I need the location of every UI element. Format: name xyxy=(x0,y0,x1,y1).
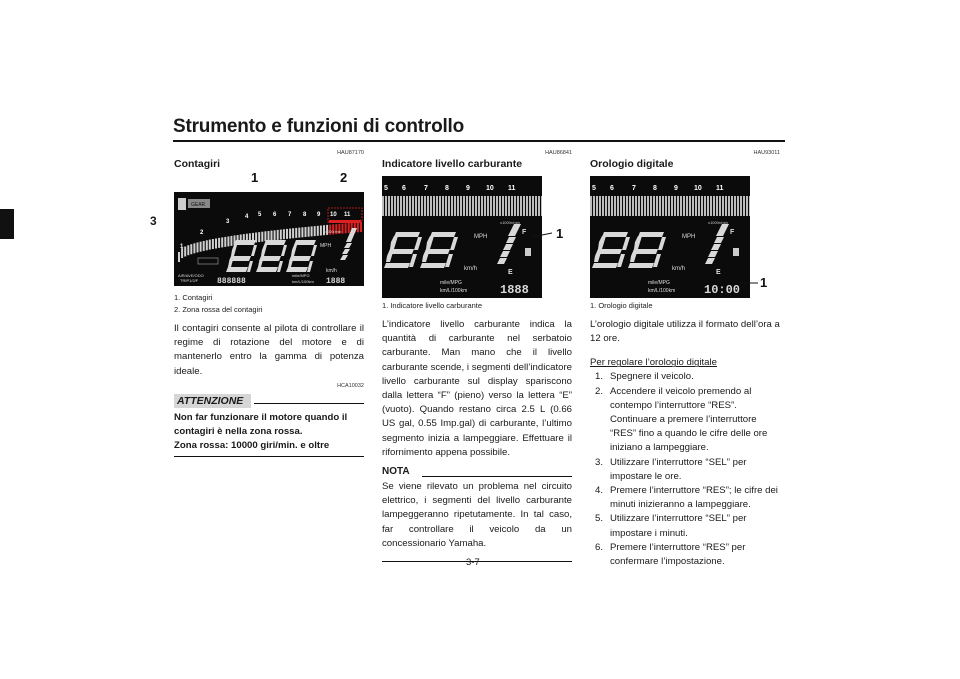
lcd-segment xyxy=(475,196,477,216)
rpm-segment xyxy=(197,242,199,252)
fuel-pump-icon xyxy=(733,248,739,256)
page-number: 3-7 xyxy=(466,557,480,568)
lcd-segment xyxy=(526,196,528,216)
note-text: Se viene rilevato un problema nel circuito elettrico, i segmenti del livello carburante lampeggeranno ripetutamente. In tal caso, far controllare il veicolo da un concessionario Yamaha. xyxy=(382,481,572,549)
fuel-digits: 1888 xyxy=(326,277,346,286)
chapter-number: 3 xyxy=(150,214,157,228)
lcd-segment xyxy=(641,196,643,216)
step-number: 4. xyxy=(595,485,604,497)
lcd-segment xyxy=(511,196,513,216)
lcd-segment xyxy=(397,196,399,216)
lcd-segment xyxy=(644,196,646,216)
rpm-bar-segments xyxy=(382,196,542,216)
step-number: 6. xyxy=(595,541,604,553)
chapter-tab-marker xyxy=(0,209,14,239)
lcd-segment xyxy=(713,196,715,216)
lcd-segment xyxy=(602,196,604,216)
lcd-segment xyxy=(448,196,450,216)
rpm-segment xyxy=(264,231,266,241)
clock-display-image xyxy=(590,176,750,298)
lcd-segment xyxy=(671,196,673,216)
section-title: Orologio digitale xyxy=(590,158,674,170)
lcd-segment xyxy=(514,196,516,216)
lcd-segment xyxy=(415,196,417,216)
caution-box xyxy=(174,383,364,457)
caption-line: 1. Indicatore livello carburante xyxy=(382,301,483,310)
redzone-bar xyxy=(329,220,361,223)
scale-label: 7 xyxy=(288,212,292,218)
lcd-segment xyxy=(650,196,652,216)
lcd-segment xyxy=(665,196,667,216)
fuel-empty-label: E xyxy=(508,269,513,276)
rpm-segment xyxy=(178,252,180,262)
lcd-segment xyxy=(505,196,507,216)
step-number: 2. xyxy=(595,385,604,397)
lcd-segment xyxy=(722,196,724,216)
scale-label: 9 xyxy=(674,185,678,192)
scale-label: 3 xyxy=(226,219,230,225)
lcd-segment xyxy=(478,196,480,216)
rpm-segment xyxy=(230,236,232,246)
tachometer-description: Il contagiri consente al pilota di controllare il regime di rotazione del motore e di mantenerlo entro la gamma di potenza ideale. xyxy=(174,323,364,377)
page-title: Strumento e funzioni di controllo xyxy=(173,116,465,137)
rpm-segment xyxy=(212,239,214,249)
lcd-segment xyxy=(674,196,676,216)
fuel-empty-label: E xyxy=(716,269,721,276)
section-tachometer xyxy=(174,150,364,457)
rpm-segment xyxy=(274,230,276,240)
lcd-segment xyxy=(520,196,522,216)
kmh-label: km/h xyxy=(672,266,686,272)
rpm-segment xyxy=(320,226,322,236)
lcd-segment xyxy=(659,196,661,216)
lcd-segment xyxy=(617,196,619,216)
list-item xyxy=(590,385,780,456)
lcd-segment xyxy=(421,196,423,216)
caution-label: ATTENZIONE xyxy=(174,394,251,408)
lcd-segment xyxy=(698,196,700,216)
fuel-display-svg xyxy=(382,176,542,298)
rpm-segment xyxy=(261,232,263,242)
lcd-segment xyxy=(532,196,534,216)
scale-label: 6 xyxy=(402,185,406,192)
scale-label: 2 xyxy=(200,230,204,236)
step-text: Utilizzare l’interruttore “SEL” per impostare i minuti. xyxy=(610,513,747,539)
lcd-segment xyxy=(614,196,616,216)
scale-label: 7 xyxy=(424,185,428,192)
lcd-segment xyxy=(469,196,471,216)
step-text: Spegnere il veicolo. xyxy=(610,371,694,383)
mph-label: MPH xyxy=(320,243,332,249)
clock-description: L’orologio digitale utilizza il formato dell’ora a 12 ore. xyxy=(590,319,780,345)
step-text: Premere l’interruttore “RES”; le cifre dei minuti inizieranno a lampeggiare. xyxy=(610,485,778,511)
scale-label: 8 xyxy=(653,185,657,192)
section-title: Indicatore livello carburante xyxy=(382,158,523,170)
lcd-segment xyxy=(689,196,691,216)
note-header xyxy=(382,466,572,480)
lcd-segment xyxy=(385,196,387,216)
step-number: 3. xyxy=(595,456,604,468)
lcd-segment xyxy=(391,196,393,216)
lcd-segment xyxy=(716,196,718,216)
lcd-segment xyxy=(749,196,750,216)
rpm-segment xyxy=(301,227,303,237)
lcd-segment xyxy=(656,196,658,216)
clock-figure xyxy=(590,174,780,302)
lcd-segment xyxy=(457,196,459,216)
lcd-segment xyxy=(743,196,745,216)
lcd-segment xyxy=(662,196,664,216)
scale-label: 6 xyxy=(610,185,614,192)
note-rule xyxy=(422,476,572,477)
mph-label: MPH xyxy=(682,234,696,240)
section-code: HAU86841 xyxy=(545,150,572,156)
lcd-segment xyxy=(472,196,474,216)
lcd-segment xyxy=(596,196,598,216)
rpm-segment xyxy=(348,223,350,233)
lcd-segment xyxy=(593,196,595,216)
scale-label: 11 xyxy=(716,185,724,192)
step-number: 5. xyxy=(595,513,604,525)
airave-label: AIR/AVE/ODO xyxy=(178,273,204,278)
tachometer-figure xyxy=(174,170,364,286)
caution-end-rule xyxy=(174,456,364,457)
kmh-label: km/h xyxy=(464,266,478,272)
section-digital-clock xyxy=(590,150,780,569)
rpm-segment xyxy=(298,228,300,238)
rpm-unit: x1000r/min xyxy=(708,220,728,225)
rpm-segment xyxy=(224,237,226,247)
caution-code: HCA10032 xyxy=(337,382,364,389)
scale-label: 5 xyxy=(592,185,596,192)
list-item xyxy=(590,370,780,384)
lcd-segment xyxy=(508,196,510,216)
lcd-segment xyxy=(406,196,408,216)
rpm-segment xyxy=(215,239,217,249)
lcd-segment xyxy=(484,196,486,216)
scale-label: 8 xyxy=(445,185,449,192)
caption-line: 1. Orologio digitale xyxy=(590,301,653,310)
mile-label: mile/MPG xyxy=(292,273,310,278)
scale-label: 11 xyxy=(508,185,516,192)
lcd-segment xyxy=(608,196,610,216)
rpm-segment xyxy=(193,243,195,253)
lcd-segment xyxy=(626,196,628,216)
lcd-segment xyxy=(388,196,390,216)
callout-leader-line xyxy=(532,229,554,241)
fuel-full-label: F xyxy=(730,229,735,236)
rpm-segment xyxy=(221,237,223,247)
lcd-segment xyxy=(683,196,685,216)
speed-digits xyxy=(226,240,317,272)
rpm-segment xyxy=(317,226,319,236)
step-number: 1. xyxy=(595,371,604,383)
lcd-segment xyxy=(430,196,432,216)
rpm-segment xyxy=(200,242,202,252)
lcd-segment xyxy=(695,196,697,216)
list-item xyxy=(590,512,780,540)
rpm-segment xyxy=(308,227,310,237)
lcd-segment xyxy=(523,196,525,216)
mph-label: MPH xyxy=(474,234,488,240)
callout-leader-line xyxy=(738,278,760,288)
note-label: NOTA xyxy=(382,466,410,478)
lcd-segment xyxy=(710,196,712,216)
rpm-segment xyxy=(311,226,313,236)
lcd-segment xyxy=(538,196,540,216)
lcd-segment xyxy=(400,196,402,216)
mile-label: mile/MPG xyxy=(440,280,462,286)
kml-label: km/L/100km xyxy=(292,279,314,284)
lcd-segment xyxy=(409,196,411,216)
caution-line-1: Non far funzionare il motore quando il contagiri è nella zona rossa. xyxy=(174,411,348,437)
callout-2: 2 xyxy=(340,170,348,185)
lcd-segment xyxy=(707,196,709,216)
lcd-segment xyxy=(701,196,703,216)
rpm-segment xyxy=(187,245,189,255)
lcd-segment xyxy=(611,196,613,216)
lcd-segment xyxy=(427,196,429,216)
lcd-segment xyxy=(638,196,640,216)
lcd-segment xyxy=(535,196,537,216)
tachometer-display-svg xyxy=(174,192,364,286)
lcd-segment xyxy=(442,196,444,216)
caution-text xyxy=(174,411,364,453)
rpm-segment xyxy=(292,228,294,238)
scale-label: 1 xyxy=(180,244,184,250)
scale-label: 5 xyxy=(384,185,388,192)
rpm-segment xyxy=(218,238,220,248)
list-item xyxy=(590,456,780,484)
header-rule xyxy=(173,140,785,142)
lcd-segment xyxy=(737,196,739,216)
rpm-segment xyxy=(283,229,285,239)
lcd-segment xyxy=(635,196,637,216)
lcd-segment xyxy=(499,196,501,216)
lcd-segment xyxy=(451,196,453,216)
fuel-gauge-figure xyxy=(382,174,572,302)
lcd-segment xyxy=(668,196,670,216)
lcd-segment xyxy=(487,196,489,216)
lcd-segment xyxy=(517,196,519,216)
rpm-segment xyxy=(206,240,208,250)
section-fuel-gauge xyxy=(382,150,572,562)
rpm-segment xyxy=(289,229,291,239)
rpm-segment xyxy=(227,236,229,246)
clock-procedure-heading: Per regolare l’orologio digitale xyxy=(590,357,717,369)
lcd-segment xyxy=(728,196,730,216)
mile-label: mile/MPG xyxy=(648,280,670,286)
step-text: Premere l’interruttore “RES” per confermare l’impostazione. xyxy=(610,541,746,568)
scale-label: 9 xyxy=(317,212,321,218)
lcd-segment xyxy=(677,196,679,216)
lcd-segment xyxy=(460,196,462,216)
clock-display-svg xyxy=(590,176,750,298)
scale-label: 10 xyxy=(486,185,494,192)
lcd-segment xyxy=(496,196,498,216)
rpm-unit: x1000r/min xyxy=(324,230,342,234)
rpm-segment xyxy=(258,232,260,242)
figure-captions xyxy=(174,292,364,316)
scale-label: 9 xyxy=(466,185,470,192)
rpm-segment xyxy=(190,244,192,254)
caption-line: 1. Contagiri xyxy=(174,293,213,302)
callout-1: 1 xyxy=(251,170,259,185)
list-item xyxy=(590,484,780,512)
scale-label: 5 xyxy=(258,212,262,218)
kml-label: km/L/100km xyxy=(648,288,676,294)
lcd-segment xyxy=(632,196,634,216)
lcd-segment xyxy=(653,196,655,216)
lcd-segment xyxy=(418,196,420,216)
lcd-segment xyxy=(590,196,592,216)
lcd-segment xyxy=(734,196,736,216)
rpm-segment xyxy=(305,227,307,237)
section-code: HAU87170 xyxy=(337,150,364,156)
rpm-segment xyxy=(277,230,279,240)
lcd-segment xyxy=(541,196,542,216)
fuel-display-image xyxy=(382,176,542,298)
rpm-segment xyxy=(271,231,273,241)
lcd-segment xyxy=(605,196,607,216)
rpm-segment xyxy=(203,241,205,251)
lcd-segment xyxy=(731,196,733,216)
clock-digits: 10:00 xyxy=(704,283,741,297)
list-item xyxy=(590,541,780,569)
fuel-full-label: F xyxy=(522,229,527,236)
rpm-segment xyxy=(314,226,316,236)
step-text: Accendere il veicolo premendo al contempo l’interruttore “RES”. Continuare a premere l’interruttore “RES” fino a quando le cifre delle ore iniziano a lampeggiare. xyxy=(610,385,768,454)
tachometer-display-image xyxy=(174,192,364,286)
fuel-digits: 1888 xyxy=(500,283,529,297)
rpm-segment xyxy=(286,229,288,239)
kml-label: km/L/100km xyxy=(440,288,468,294)
caution-rule xyxy=(254,403,364,404)
scale-label: 10 xyxy=(694,185,702,192)
rpm-segment xyxy=(184,247,186,257)
lcd-segment xyxy=(412,196,414,216)
rpm-segment xyxy=(209,240,211,250)
rpm-bar-segments xyxy=(590,196,750,216)
trip-label: TRIP1/2/F xyxy=(180,278,199,283)
lcd-segment xyxy=(424,196,426,216)
gear-label: GEAR xyxy=(191,202,206,208)
lcd-segment xyxy=(439,196,441,216)
scale-label: 7 xyxy=(632,185,636,192)
fuel-gauge-description: L’indicatore livello carburante indica la quantità di carburante nel serbatoio carburante. Man mano che il livello carburante scende, i segmenti dell’indicatore livello carburante sul display spariscono dalla lettera “F” (pieno) verso la lettera “E” (vuoto). Quando restano circa 2.5 L (0.66 US gal, 0.55 Imp.gal) di carburante, l’ultimo segmento inizia a lampeggiare. Effettuare il rifornimento appena possibile. xyxy=(382,319,572,458)
lcd-segment xyxy=(740,196,742,216)
lcd-segment xyxy=(403,196,405,216)
lcd-segment xyxy=(490,196,492,216)
caption-line: 2. Zona rossa del contagiri xyxy=(174,305,263,314)
lcd-segment xyxy=(746,196,748,216)
lcd-segment xyxy=(629,196,631,216)
lcd-segment xyxy=(704,196,706,216)
rpm-segment xyxy=(268,231,270,241)
rpm-segment xyxy=(345,223,347,233)
lcd-segment xyxy=(620,196,622,216)
lcd-segment xyxy=(382,196,384,216)
rpm-segment xyxy=(357,222,359,232)
callout-1: 1 xyxy=(760,275,768,290)
caution-line-2: Zona rossa: 10000 giri/min. e oltre xyxy=(174,439,330,451)
lcd-segment xyxy=(502,196,504,216)
scale-label: 10 xyxy=(330,212,337,218)
clock-steps-list xyxy=(590,370,780,569)
rpm-segment xyxy=(280,230,282,240)
lcd-segment xyxy=(493,196,495,216)
lcd-segment xyxy=(599,196,601,216)
lcd-segment xyxy=(436,196,438,216)
lcd-segment xyxy=(725,196,727,216)
lcd-segment xyxy=(454,196,456,216)
lcd-segment xyxy=(647,196,649,216)
section-title: Contagiri xyxy=(174,158,221,170)
scale-label: 4 xyxy=(245,214,249,220)
lcd-segment xyxy=(433,196,435,216)
lcd-segment xyxy=(466,196,468,216)
rpm-unit: x1000r/min xyxy=(500,220,520,225)
rpm-segment xyxy=(360,222,362,232)
fuel-pump-icon xyxy=(525,248,531,256)
step-text: Utilizzare l’interruttore “SEL” per impostare le ore. xyxy=(610,456,747,482)
lcd-segment xyxy=(692,196,694,216)
lcd-segment xyxy=(445,196,447,216)
scale-label: 6 xyxy=(273,212,277,218)
lcd-segment xyxy=(680,196,682,216)
section-code: HAU93011 xyxy=(753,150,780,156)
lcd-segment xyxy=(719,196,721,216)
kmh-label: km/h xyxy=(326,268,337,274)
odo-digits: 888888 xyxy=(217,277,246,286)
lcd-segment xyxy=(686,196,688,216)
lcd-segment xyxy=(481,196,483,216)
scale-label: 8 xyxy=(303,212,307,218)
rpm-segment xyxy=(342,224,344,234)
lcd-segment xyxy=(463,196,465,216)
lcd-segment xyxy=(529,196,531,216)
callout-1: 1 xyxy=(556,226,564,241)
lcd-segment xyxy=(623,196,625,216)
lcd-segment xyxy=(394,196,396,216)
rpm-segment xyxy=(295,228,297,238)
scale-label: 11 xyxy=(344,212,351,218)
